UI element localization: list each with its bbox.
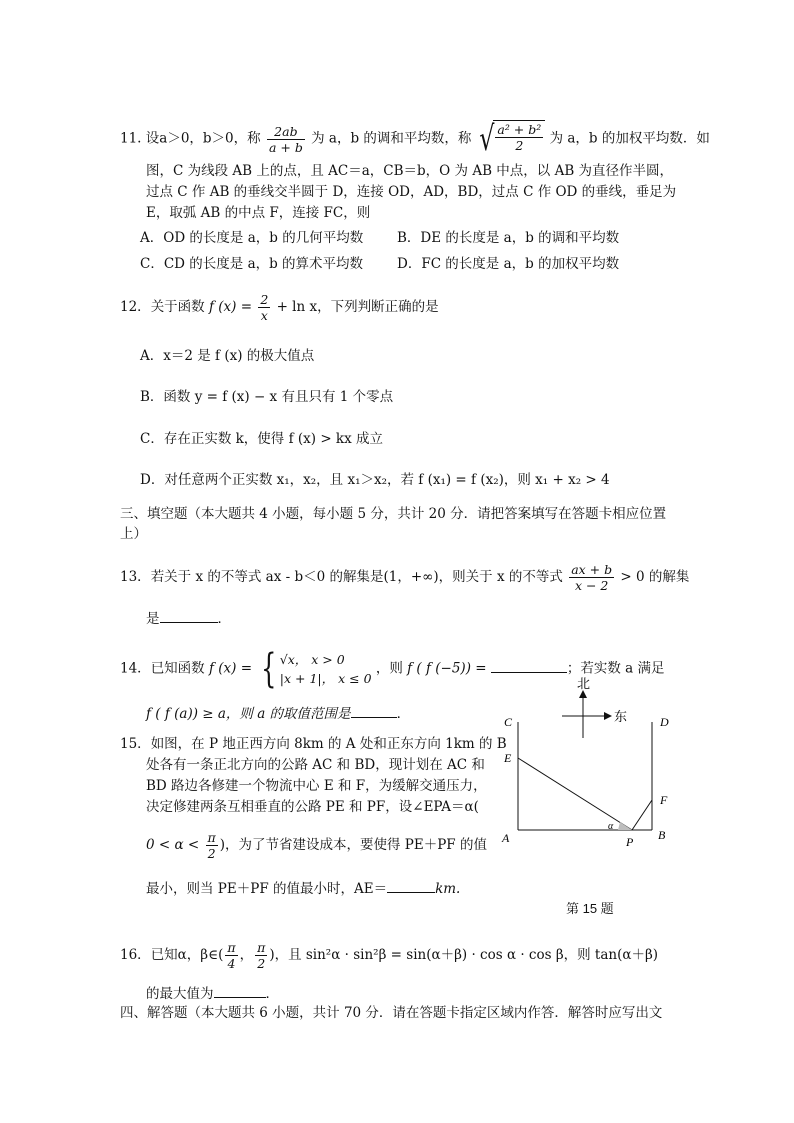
fraction-numerator: π [257,940,266,955]
q14-text: ，则 [375,660,403,677]
angle-alpha-mark [618,822,632,830]
point-e-label: E [504,751,512,765]
q13-line2 [146,608,231,628]
road-pe [518,758,632,830]
q16-fraction-1 [225,940,237,971]
point-p-label: P [626,835,634,849]
fraction-numerator: 2ab [267,124,305,140]
section3-heading-cont: 上） [120,526,147,542]
fraction-denominator: 4 [227,956,236,971]
road-pf [632,800,652,830]
fraction-denominator: 2 [207,846,216,861]
q15-text: 0 < α < [146,837,200,853]
q16-text: 已知α，β∈( [150,947,224,963]
q14-expression: f ( f (−5)) = [407,660,487,677]
answer-blank[interactable] [214,983,266,998]
q15-line1 [120,735,507,753]
q11-harmonic-fraction [267,124,305,155]
point-c-label: C [504,715,513,729]
fraction-denominator: x [260,308,268,323]
q12-option-b: B．函数 y = f (x) − x 有且只有 1 个零点 [140,389,394,405]
fraction-numerator: ax + b [571,562,613,577]
compass-east-label: 东 [614,709,628,724]
radical-sign: √ [478,119,495,159]
q14-text: f ( f (a)) ≥ a，则 a 的取值范围是 [146,706,351,722]
fraction-denominator: a + b [268,139,303,155]
q13-text: ． [217,611,231,627]
q14-number: 14． [120,660,151,677]
q13-text: 若关于 x 的不等式 ax - b＜0 的解集是(1，+∞)，则关于 x 的不等式 [150,569,563,585]
q11-text: a＞0，b＞0，称 [159,130,261,147]
compass-north-label: 北 [577,676,591,691]
q15-text: 最小，则当 PE＋PF 的值最小时，AE＝ [146,881,388,897]
q11-option-a: A．OD 的长度是 a，b 的几何平均数 [140,230,364,246]
compass-north-arrow-icon [579,690,587,698]
q16-stem [120,940,658,971]
compass-east-arrow-icon [604,712,612,720]
q11-text: 设 [145,130,160,147]
q11-text: 为 a，b 的调和平均数，称 [311,130,472,147]
q15-line3: BD 路边各修建一个物流中心 E 和 F，为缓解交通压力， [146,778,487,794]
q15-line6 [146,878,460,898]
fraction-numerator: π [207,830,216,845]
q12-text: + ln x，下列判断正确的是 [276,299,439,315]
section4-heading: 四、解答题（本大题共 6 小题，共计 70 分．请在答题卡指定区域内作答．解答时应写出文 [120,1005,663,1021]
point-d-label: D [660,715,669,729]
q11-text: 为 a，b 的加权平均数．如 [549,130,710,147]
q11-line4: E，取弧 AB 的中点 F，连接 FC，则 [146,205,371,221]
point-f-label: F [660,793,668,807]
answer-blank[interactable] [160,608,218,623]
q16-number: 16． [120,947,151,963]
q13-text: 是 [146,611,160,627]
point-b-label: B [658,828,666,842]
fraction-denominator: 2 [515,138,524,153]
q14-text: ；若实数 a 满足 [566,660,665,677]
q12-fraction [258,292,270,323]
q16-text: 的最大值为 [146,986,214,1002]
q12-function: f (x) = [208,299,253,315]
point-a-label: A [502,831,510,845]
q15-text: )，为了节省建设成本，要使得 PE＋PF 的值 [219,837,487,853]
q11-option-b: B．DE 的长度是 a，b 的调和平均数 [397,230,620,246]
q11-number: 11. [120,130,142,147]
q14-text: 已知函数 [150,660,205,677]
q14-piecewise [256,646,372,692]
q13-stem [120,562,689,593]
q12-text: 关于函数 [150,299,205,315]
fraction-numerator: π [227,940,236,955]
q16-text: ． [265,986,279,1002]
q14-function: f (x) = [208,660,253,677]
q12-option-c: C．存在正实数 k，使得 f (x) > kx 成立 [140,431,384,447]
q11-line2: 图，C 为线段 AB 上的点，且 AC＝a，CB＝b，O 为 AB 中点，以 AB 为直径作半圆， [146,163,674,179]
q11-option-d: D．FC 的长度是 a，b 的加权平均数 [397,256,620,272]
q15-fraction [206,830,218,861]
q16-text: ， [239,947,254,963]
alpha-label: α [608,821,614,832]
q15-number: 15． [120,736,151,752]
answer-blank[interactable] [387,878,435,893]
q13-number: 13． [120,569,151,585]
q12-stem [120,292,439,323]
q15-text: 如图，在 P 地正西方向 8km 的 A 处和正东方向 1km 的 B [150,736,507,752]
q14-text: ． [396,706,411,722]
q11-option-c: C．CD 的长度是 a，b 的算术平均数 [140,256,364,272]
q13-fraction [569,562,614,593]
q16-fraction-2 [255,940,267,971]
piecewise-case: √x， x > 0 [279,652,345,667]
piecewise-case: |x + 1|， x ≤ 0 [279,671,372,686]
q12-number: 12． [120,299,151,315]
q15-line2: 处各有一条正北方向的公路 AC 和 BD，现计划在 AC 和 [146,757,485,773]
q15-line5 [146,830,487,861]
q12-option-a: A．x＝2 是 f (x) 的极大值点 [140,348,315,364]
q12-option-d: D．对任意两个正实数 x₁，x₂，且 x₁＞x₂，若 f (x₁) = f (x₂)，则 x₁ + x₂ > 4 [140,472,610,488]
q11-line1 [120,120,710,158]
q14-line2 [146,703,410,723]
q11-sqrt-expression [476,120,546,158]
answer-blank[interactable] [351,703,397,718]
q15-line4: 决定修建两条互相垂直的公路 PE 和 PF，设∠EPA＝α( [146,799,479,815]
answer-blank[interactable] [491,658,567,673]
q15-diagram [496,676,686,906]
q16-text: )，且 sin²α · sin²β = sin(α＋β) · cos α · cos β，则 tan(α＋β) [269,947,659,963]
figure-caption: 第 15 题 [566,901,614,916]
brace-icon: { [261,646,277,692]
q11-line3: 过点 C 作 AB 的垂线交半圆于 D，连接 OD，AD，BD，过点 C 作 OD 的垂线，垂足为 [146,184,677,200]
fraction-denominator: 2 [257,956,266,971]
fraction-numerator: a² + b² [497,122,542,137]
q16-line2 [146,983,279,1003]
section3-heading: 三、填空题（本大题共 4 小题，每小题 5 分，共计 20 分．请把答案填写在答题卡相应位置 [120,506,667,522]
q15-text: km. [435,881,461,897]
fraction-numerator: 2 [260,292,269,307]
fraction-denominator: x − 2 [574,578,609,593]
q13-text: > 0 的解集 [620,569,690,585]
